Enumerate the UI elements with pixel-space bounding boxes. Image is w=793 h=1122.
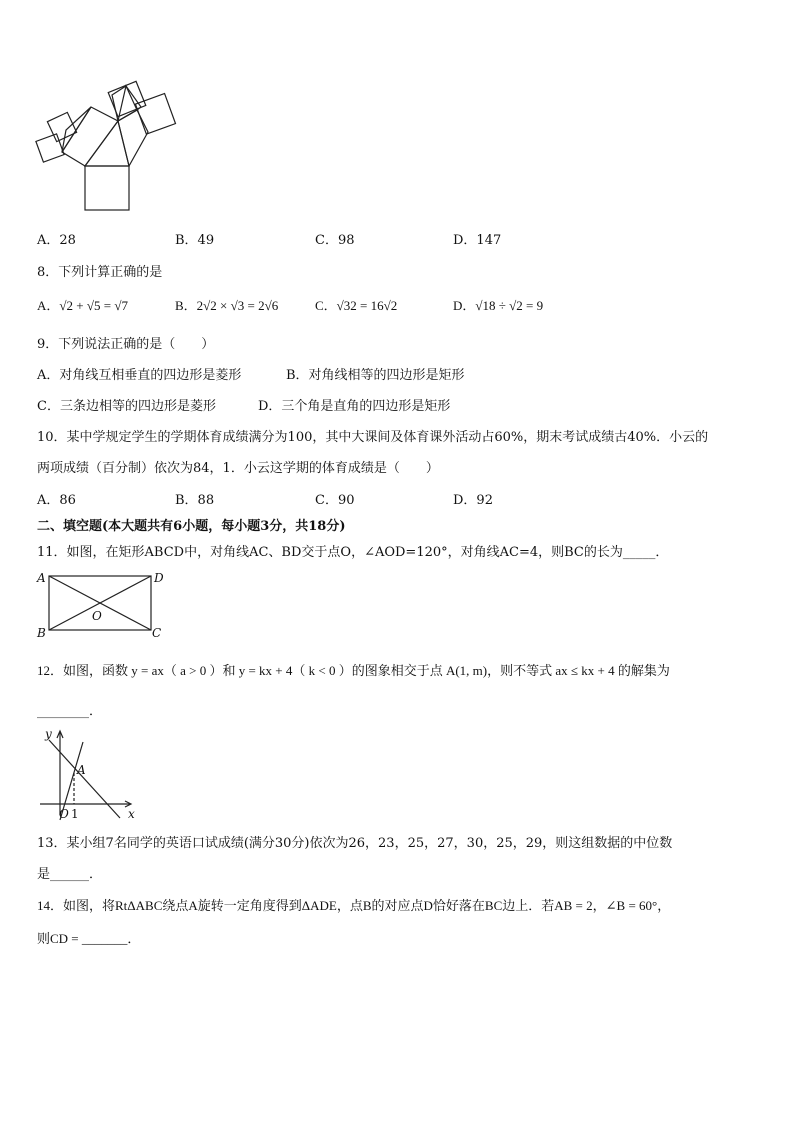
q7-option-b: B．49 [175, 233, 215, 248]
q12-label-x: x [128, 807, 135, 821]
q13-line1: 13．某小组7名同学的英语口试成绩(满分30分)依次为26，23，25，27，30，25，29，则这组数据的中位数 [37, 836, 673, 851]
q9-stem: 9．下列说法正确的是（ ） [37, 337, 215, 352]
q9-option-c: C．三条边相等的四边形是菱形 [37, 399, 216, 414]
q9-option-d: D．三个角是直角的四边形是矩形 [258, 399, 451, 414]
q7-option-d: D．147 [453, 233, 502, 248]
q10-option-b: B．88 [175, 493, 215, 508]
q11-label-d: D [154, 571, 164, 585]
q10-option-c: C．90 [315, 493, 355, 508]
q8-option-b: B．2√2 × √3 = 2√6 [175, 298, 279, 313]
q12-label-a: A [77, 763, 86, 777]
q9-option-b: B．对角线相等的四边形是矩形 [286, 368, 465, 383]
q11-label-c: C [152, 626, 162, 640]
q12-label-o: O [59, 807, 69, 821]
q8-option-c: C．√32 = 16√2 [315, 298, 398, 313]
q10-line1: 10．某中学规定学生的学期体育成绩满分为100，其中大课间及体育课外活动占60%，期末考试成绩古40%．小云的 [37, 430, 709, 445]
section-2-title: 二、填空题(本大题共有6小题，每小题3分，共18分) [37, 519, 346, 534]
q9-option-a: A．对角线互相垂直的四边形是菱形 [37, 368, 242, 383]
q7-option-a: A．28 [37, 233, 76, 248]
q13-line2: 是______． [37, 867, 103, 882]
q11-text: 11．如图，在矩形ABCD中，对角线AC、BD交于点O，∠AOD=120°，对角线AC=4，则BC的长为_____． [37, 545, 669, 560]
q11-label-o: O [92, 609, 102, 623]
q8-stem: 8．下列计算正确的是 [37, 265, 163, 280]
q14-line1: 14．如图，将RtΔABC绕点A旋转一定角度得到ΔADE，点B的对应点D恰好落在BC边上．若AB = 2，∠B = 60°， [37, 898, 671, 913]
q11-label-a: A [37, 571, 46, 585]
q12-label-y: y [45, 727, 52, 741]
q7-option-c: C．98 [315, 233, 355, 248]
q10-option-a: A．86 [37, 493, 76, 508]
q12-text: 12．如图，函数 y = ax（ a > 0 ）和 y = kx + 4（ k < 0 ）的图象相交于点 A(1, m)，则不等式 ax ≤ kx + 4 的解集为 [37, 663, 670, 678]
q14-line2: 则CD = _______． [37, 931, 141, 946]
q12-label-1: 1 [71, 807, 79, 821]
q12-blank: ________． [37, 704, 103, 719]
q11-label-b: B [37, 626, 46, 640]
q10-option-d: D．92 [453, 493, 493, 508]
q8-option-a: A．√2 + √5 = √7 [37, 298, 128, 313]
q10-line2: 两项成绩（百分制）依次为84，1．小云这学期的体育成绩是（ ） [37, 461, 439, 476]
q8-option-d: D．√18 ÷ √2 = 9 [453, 298, 544, 313]
